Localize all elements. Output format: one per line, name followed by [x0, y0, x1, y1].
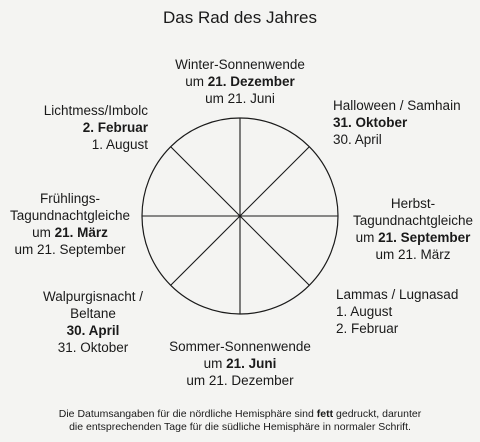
footnote: Die Datumsangaben für die nördliche Hemisphäre sind fett gedruckt, darunter die entsprechenden Tage für die südliche Hemisphäre in normaler Schrift.: [58, 408, 422, 433]
south-date: 30. April: [333, 132, 382, 147]
label-lammas: Lammas / Lugnasad 1. August 2. Februar: [336, 286, 476, 337]
south-date: um 21. Dezember: [186, 373, 294, 388]
south-date: 31. Oktober: [57, 340, 129, 355]
south-date: um 21. März: [375, 247, 451, 262]
north-date: 21. März: [54, 225, 108, 240]
north-date: 21. Juni: [226, 356, 277, 371]
north-date: 21. Dezember: [207, 74, 295, 89]
diagram-title: Das Rad des Jahres: [162, 8, 318, 27]
south-date: 2. Februar: [336, 321, 399, 336]
label-imbolc: Lichtmess/Imbolc 2. Februar 1. August: [20, 102, 148, 153]
south-date: um 21. September: [14, 242, 126, 257]
south-date: um 21. Juni: [205, 91, 275, 106]
north-date: 2. Februar: [82, 120, 148, 135]
south-date: 1. August: [91, 137, 148, 152]
north-date: 30. April: [66, 323, 120, 338]
north-date: 21. September: [378, 230, 471, 245]
label-beltane: Walpurgisnacht / Beltane 30. April 31. Oktober: [28, 288, 158, 356]
wheel-spokes: [142, 118, 338, 314]
label-autumn-equinox: Herbst- Tagundnachtgleiche um 21. September um 21. März: [346, 195, 480, 263]
label-spring-equinox: Frühlings- Tagundnachtgleiche um 21. März um 21. September: [0, 190, 140, 258]
label-winter-solstice: Winter-Sonnenwende um 21. Dezember um 21. Juni: [140, 56, 340, 107]
label-summer-solstice: Sommer-Sonnenwende um 21. Juni um 21. Dezember: [140, 338, 340, 389]
north-date: 31. Oktober: [333, 115, 408, 130]
label-samhain: Halloween / Samhain 31. Oktober 30. April: [333, 97, 473, 148]
